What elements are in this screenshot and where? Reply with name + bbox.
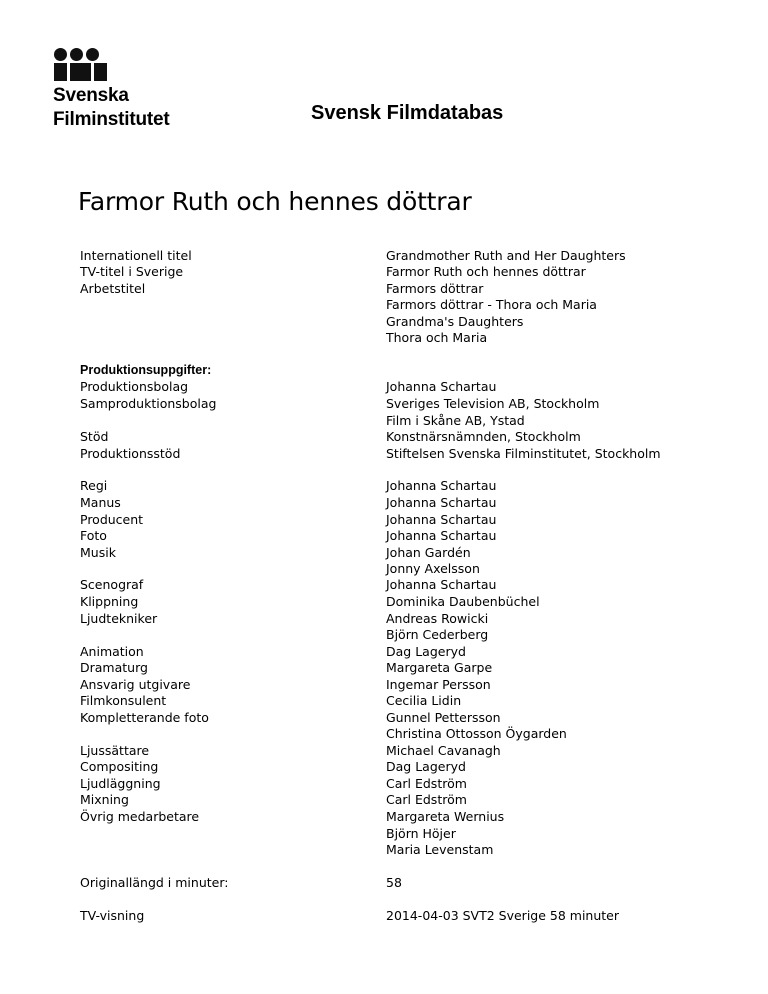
credit-value: Johanna Schartau — [386, 528, 497, 543]
credit-value: Sveriges Television AB, Stockholm — [386, 396, 600, 411]
credit-row — [0, 329, 768, 346]
credit-value: Björn Cederberg — [386, 627, 489, 642]
credit-value: Carl Edström — [386, 792, 467, 807]
credit-row — [0, 874, 768, 891]
credit-row — [0, 477, 768, 494]
credit-row — [0, 709, 768, 726]
credit-row — [0, 576, 768, 593]
logo-line-2: Filminstitutet — [53, 109, 170, 130]
credit-row — [0, 494, 768, 511]
credit-row — [0, 412, 768, 429]
credit-value: Johanna Schartau — [386, 495, 497, 510]
credit-row — [0, 527, 768, 544]
credit-label: Produktionsstöd — [80, 446, 181, 461]
credit-row — [0, 626, 768, 643]
credit-row — [0, 758, 768, 775]
credit-label: Filmkonsulent — [80, 693, 167, 708]
credit-label: Manus — [80, 495, 121, 510]
credit-value: Dominika Daubenbüchel — [386, 594, 540, 609]
credit-value: Johan Gardén — [386, 545, 471, 560]
credit-label: Mixning — [80, 792, 129, 807]
credit-row — [0, 544, 768, 561]
credit-row — [0, 378, 768, 395]
credit-label: Internationell titel — [80, 248, 192, 263]
credit-row — [0, 593, 768, 610]
credit-label: Scenograf — [80, 577, 144, 592]
credit-row — [0, 692, 768, 709]
section-heading: Produktionsuppgifter: — [80, 363, 212, 377]
credit-label: Arbetstitel — [80, 281, 146, 296]
credit-row — [0, 676, 768, 693]
credit-row — [0, 742, 768, 759]
credit-value: Grandma's Daughters — [386, 314, 524, 329]
credit-label: Foto — [80, 528, 107, 543]
credit-row — [0, 247, 768, 264]
credit-value: Farmors döttrar - Thora och Maria — [386, 297, 597, 312]
credit-row — [0, 445, 768, 462]
credit-row — [0, 395, 768, 412]
credit-value: Johanna Schartau — [386, 577, 497, 592]
credit-value: Christina Ottosson Öygarden — [386, 726, 567, 741]
credit-label: Ljudtekniker — [80, 611, 158, 626]
svenska-filminstitutet-logo — [53, 48, 193, 129]
credit-row — [0, 313, 768, 330]
credit-row — [0, 643, 768, 660]
credit-row — [0, 560, 768, 577]
credit-label: TV-visning — [80, 908, 145, 923]
credit-row — [0, 825, 768, 842]
credit-label: Klippning — [80, 594, 139, 609]
credit-row — [0, 263, 768, 280]
credit-value: Dag Lageryd — [386, 644, 466, 659]
credit-label: Stöd — [80, 429, 109, 444]
credit-label: Samproduktionsbolag — [80, 396, 217, 411]
credit-label: Kompletterande foto — [80, 710, 209, 725]
credit-label: TV-titel i Sverige — [80, 264, 184, 279]
credit-row — [0, 808, 768, 825]
credit-value: Farmor Ruth och hennes döttrar — [386, 264, 586, 279]
credit-label: Compositing — [80, 759, 159, 774]
credit-value: Andreas Rowicki — [386, 611, 489, 626]
film-title: Farmor Ruth och hennes döttrar — [78, 187, 472, 216]
credit-row — [0, 659, 768, 676]
credit-row — [0, 775, 768, 792]
credit-value: Michael Cavanagh — [386, 743, 501, 758]
credit-row — [0, 280, 768, 297]
credit-value: Carl Edström — [386, 776, 467, 791]
credit-value: Johanna Schartau — [386, 512, 497, 527]
credit-label: Musik — [80, 545, 116, 560]
logo-dots-icon — [54, 48, 193, 61]
credit-value: Maria Levenstam — [386, 842, 494, 857]
credit-label: Ljussättare — [80, 743, 150, 758]
credit-row — [0, 841, 768, 858]
credit-label: Ljudläggning — [80, 776, 161, 791]
credit-label: Producent — [80, 512, 144, 527]
credit-label: Animation — [80, 644, 144, 659]
credit-row — [0, 791, 768, 808]
credit-label: Dramaturg — [80, 660, 148, 675]
credit-row — [0, 511, 768, 528]
credit-value: Ingemar Persson — [386, 677, 491, 692]
credit-value: Film i Skåne AB, Ystad — [386, 413, 525, 428]
logo-figures-icon — [54, 63, 193, 81]
credit-value: Konstnärsnämnden, Stockholm — [386, 429, 581, 444]
credit-row — [0, 296, 768, 313]
credit-value: 58 — [386, 875, 402, 890]
credit-row — [0, 610, 768, 627]
credit-row — [0, 725, 768, 742]
credit-label: Originallängd i minuter: — [80, 875, 229, 890]
credit-value: Margareta Wernius — [386, 809, 505, 824]
credit-value: Johanna Schartau — [386, 478, 497, 493]
credit-value: Grandmother Ruth and Her Daughters — [386, 248, 626, 263]
credit-row — [0, 907, 768, 924]
credit-value: Johanna Schartau — [386, 379, 497, 394]
credit-value: Farmors döttrar — [386, 281, 484, 296]
credit-value: Stiftelsen Svenska Filminstitutet, Stockholm — [386, 446, 661, 461]
credit-label: Produktionsbolag — [80, 379, 189, 394]
site-title: Svensk Filmdatabas — [311, 102, 504, 124]
credit-value: Dag Lageryd — [386, 759, 466, 774]
credit-label: Ansvarig utgivare — [80, 677, 191, 692]
credit-value: Björn Höjer — [386, 826, 456, 841]
credit-value: Jonny Axelsson — [386, 561, 480, 576]
credit-value: Gunnel Pettersson — [386, 710, 501, 725]
credit-label: Övrig medarbetare — [80, 809, 200, 824]
credit-label: Regi — [80, 478, 108, 493]
credit-row — [0, 428, 768, 445]
credit-value: 2014-04-03 SVT2 Sverige 58 minuter — [386, 908, 620, 923]
credit-value: Thora och Maria — [386, 330, 488, 345]
credit-value: Cecilia Lidin — [386, 693, 462, 708]
credit-value: Margareta Garpe — [386, 660, 493, 675]
logo-line-1: Svenska — [53, 85, 129, 106]
